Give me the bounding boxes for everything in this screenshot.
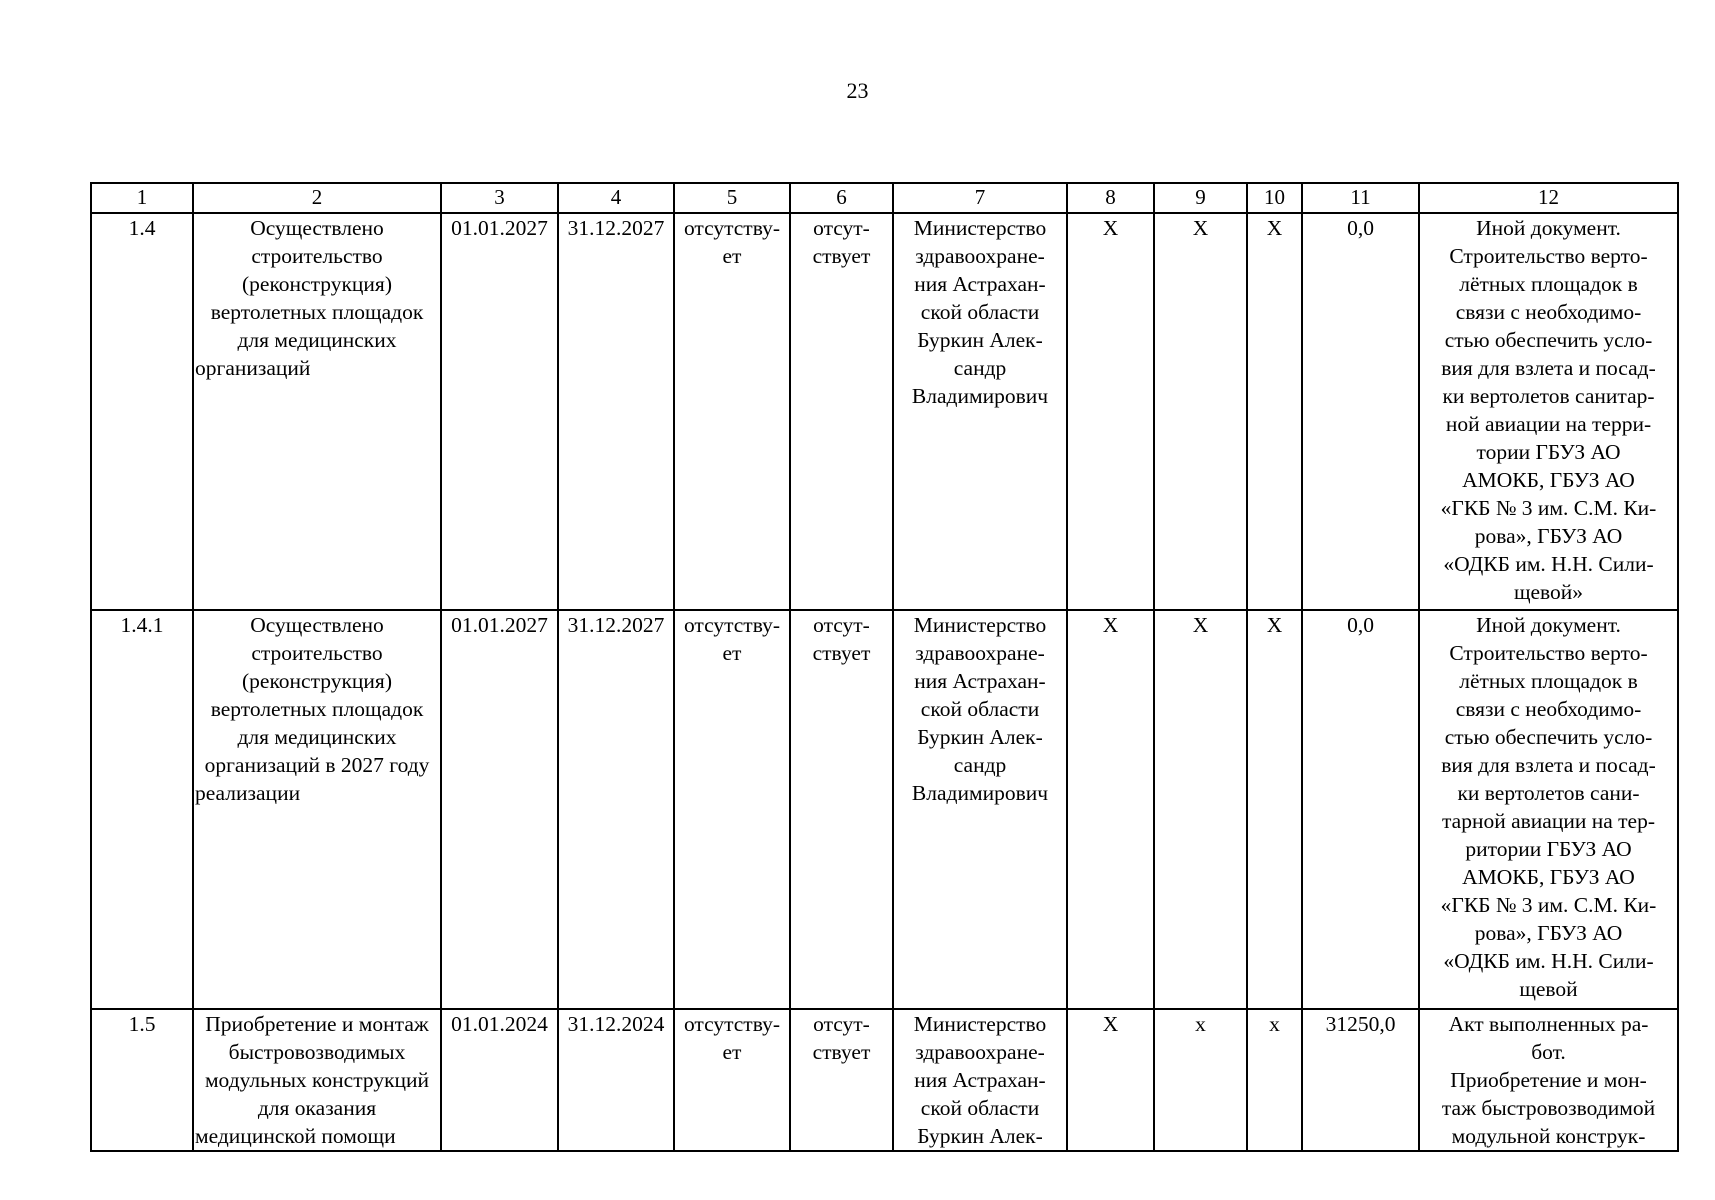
col5-cell: отсутству- ет	[674, 1009, 790, 1151]
col6-cell: отсут- ствует	[790, 610, 893, 1009]
table-row	[91, 610, 1678, 1009]
event-name: Осуществлено строительство (реконструкция) вертолетных площадок для медицинских организаций	[193, 213, 441, 610]
end-date: 31.12.2027	[558, 610, 674, 1009]
document-cell: Акт выполненных ра- бот. Приобретение и мон- таж быстровозводимой модульной конструк-	[1419, 1009, 1678, 1151]
start-date: 01.01.2027	[441, 213, 558, 610]
amount-cell: 0,0	[1302, 610, 1419, 1009]
amount-cell: 0,0	[1302, 213, 1419, 610]
document-cell: Иной документ. Строительство верто- лётных площадок в связи с необходимо- стью обеспечить усло- вия для взлета и посад- ки вертолетов сани- тарной авиации на тер- ритории ГБУЗ АО АМОКБ, ГБУЗ АО «ГКБ № 3 им. С.М. Ки- рова», ГБУЗ АО «ОДКБ им. Н.Н. Сили- щевой	[1419, 610, 1678, 1009]
col5-cell: отсутству- ет	[674, 213, 790, 610]
row-number: 1.4.1	[91, 610, 193, 1009]
col8-cell: X	[1067, 213, 1154, 610]
table-row	[91, 213, 1678, 610]
header-cell: 5	[674, 183, 790, 213]
col10-cell: X	[1247, 213, 1302, 610]
col8-cell: X	[1067, 1009, 1154, 1151]
responsible-cell: Министерство здравоохране- ния Астрахан- ской области Буркин Алек- сандр Владимирович	[893, 213, 1067, 610]
header-cell: 11	[1302, 183, 1419, 213]
row-number: 1.5	[91, 1009, 193, 1151]
header-cell: 4	[558, 183, 674, 213]
document-cell: Иной документ. Строительство верто- лётных площадок в связи с необходимо- стью обеспечить усло- вия для взлета и посад- ки вертолетов санитар- ной авиации на терри- тории ГБУЗ АО АМОКБ, ГБУЗ АО «ГКБ № 3 им. С.М. Ки- рова», ГБУЗ АО «ОДКБ им. Н.Н. Сили- щевой»	[1419, 213, 1678, 610]
header-cell: 7	[893, 183, 1067, 213]
data-table	[90, 182, 1679, 1152]
header-cell: 10	[1247, 183, 1302, 213]
header-row	[91, 183, 1678, 213]
responsible-cell: Министерство здравоохране- ния Астрахан- ской области Буркин Алек-	[893, 1009, 1067, 1151]
start-date: 01.01.2024	[441, 1009, 558, 1151]
row-number: 1.4	[91, 213, 193, 610]
page-number: 23	[846, 78, 869, 103]
header-cell: 9	[1154, 183, 1247, 213]
start-date: 01.01.2027	[441, 610, 558, 1009]
event-name: Приобретение и монтаж быстровозводимых модульных конструкций для оказания медицинской помощи	[193, 1009, 441, 1151]
col8-cell: X	[1067, 610, 1154, 1009]
event-name: Осуществлено строительство (реконструкция) вертолетных площадок для медицинских организаций в 2027 году реализации	[193, 610, 441, 1009]
end-date: 31.12.2024	[558, 1009, 674, 1151]
header-cell: 2	[193, 183, 441, 213]
amount-cell: 31250,0	[1302, 1009, 1419, 1151]
end-date: 31.12.2027	[558, 213, 674, 610]
col9-cell: x	[1154, 1009, 1247, 1151]
header-cell: 8	[1067, 183, 1154, 213]
col5-cell: отсутству- ет	[674, 610, 790, 1009]
col9-cell: X	[1154, 610, 1247, 1009]
col6-cell: отсут- ствует	[790, 213, 893, 610]
responsible-cell: Министерство здравоохране- ния Астрахан- ской области Буркин Алек- сандр Владимирович	[893, 610, 1067, 1009]
header-cell: 6	[790, 183, 893, 213]
header-cell: 1	[91, 183, 193, 213]
header-cell: 12	[1419, 183, 1678, 213]
col9-cell: X	[1154, 213, 1247, 610]
col6-cell: отсут- ствует	[790, 1009, 893, 1151]
col10-cell: x	[1247, 1009, 1302, 1151]
col10-cell: X	[1247, 610, 1302, 1009]
header-cell: 3	[441, 183, 558, 213]
table-row	[91, 1009, 1678, 1151]
